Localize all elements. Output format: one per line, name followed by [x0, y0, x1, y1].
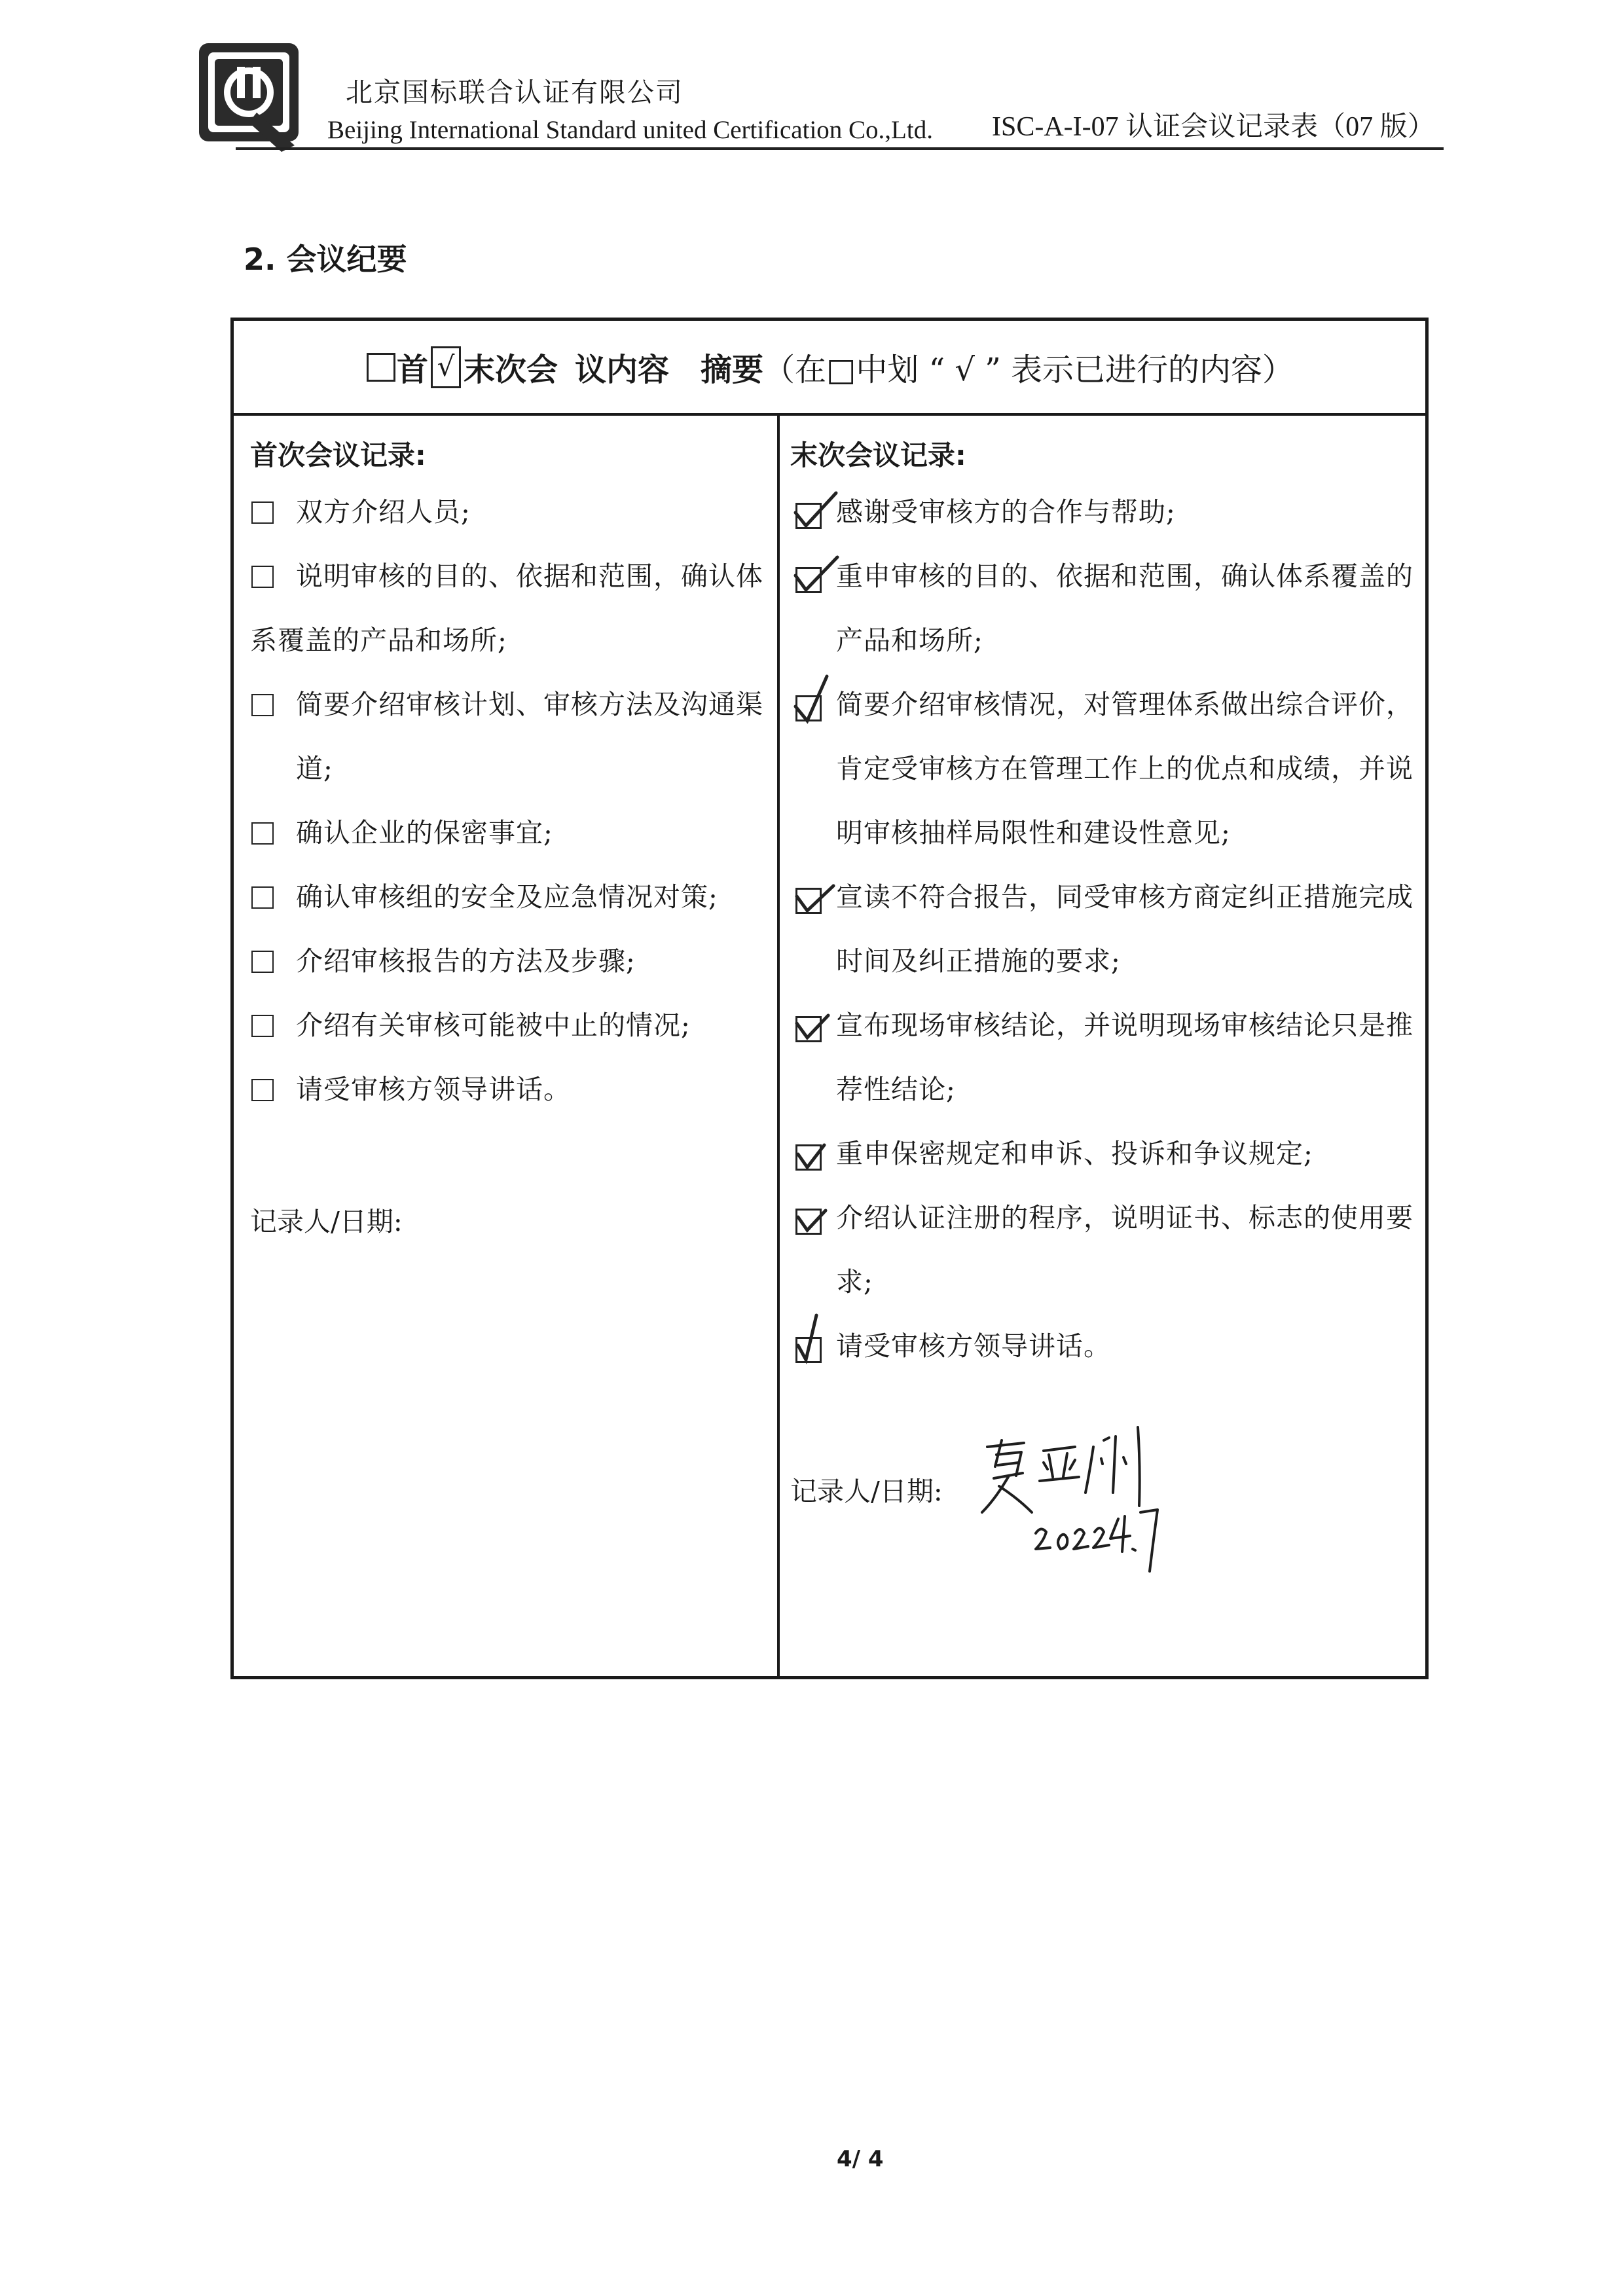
first-meeting-item: 双方介绍人员; — [250, 480, 767, 544]
first-meeting-item: 确认企业的保密事宜; — [250, 801, 767, 865]
last-meeting-item: 重申保密规定和申诉、投诉和争议规定; — [790, 1121, 1419, 1186]
option-first: 首 — [396, 352, 428, 388]
check-mark-icon — [790, 1120, 843, 1179]
content-label: 议内容 — [574, 352, 669, 388]
first-meeting-item: 说明审核的目的、依据和范围，确认体系覆盖的产品和场所; — [250, 560, 763, 656]
last-meeting-item: 介绍认证注册的程序，说明证书、标志的使用要求; — [790, 1186, 1419, 1314]
check-mark-icon — [790, 864, 843, 922]
first-meeting-item: 确认审核组的安全及应急情况对策; — [250, 865, 767, 929]
item-checkbox[interactable] — [251, 951, 274, 973]
header-divider — [236, 147, 1444, 150]
item-checkbox[interactable] — [251, 1015, 274, 1037]
heading-instruction: （在□中划 “ √ ” 表示已进行的内容） — [763, 352, 1294, 388]
check-mark-icon — [790, 1313, 843, 1372]
item-checkbox[interactable] — [251, 694, 274, 716]
item-checkbox[interactable] — [251, 822, 274, 845]
last-meeting-item: 宣布现场审核结论，并说明现场审核结论只是推荐性结论; — [790, 993, 1419, 1121]
first-meeting-recorder-label: 记录人/日期: — [250, 1206, 403, 1237]
last-meeting-recorder-label: 记录人/日期: — [790, 1476, 943, 1507]
last-meeting-item: 感谢受审核方的合作与帮助; — [790, 480, 1419, 544]
first-meeting-item: 介绍审核报告的方法及步骤; — [250, 929, 767, 993]
page-number: 4/ 4 — [837, 2146, 884, 2172]
section-title: 2. 会议纪要 — [244, 242, 407, 277]
last-meeting-item: 重申审核的目的、依据和范围，确认体系覆盖的产品和场所; — [790, 544, 1419, 672]
company-name-en: Beijing International Standard united Certification Co.,Ltd. — [327, 116, 933, 144]
column-divider — [777, 416, 780, 1678]
item-checkbox[interactable] — [251, 501, 274, 524]
first-meeting-item: 请受审核方领导讲话。 — [250, 1057, 767, 1121]
item-checkbox[interactable] — [251, 886, 274, 909]
last-meeting-item: 简要介绍审核情况，对管理体系做出综合评价，肯定受审核方在管理工作上的优点和成绩，并说明审核抽样局限性和建设性意见; — [790, 672, 1419, 865]
option-last: 末次会 — [463, 352, 558, 388]
handwritten-signature — [976, 1421, 1172, 1578]
first-meeting-column — [250, 416, 767, 1239]
check-mark-icon — [790, 479, 843, 538]
item-checkbox[interactable] — [251, 1079, 274, 1101]
checkbox-first-meeting[interactable] — [367, 353, 395, 382]
last-meeting-item: 请受审核方领导讲话。 — [790, 1314, 1419, 1378]
meeting-table — [230, 318, 1429, 1679]
check-mark-icon — [790, 671, 843, 730]
check-mark-icon — [790, 543, 843, 602]
item-checkbox[interactable] — [251, 566, 274, 588]
company-logo — [196, 41, 301, 153]
table-heading — [234, 321, 1425, 416]
last-meeting-item: 宣读不符合报告，同受审核方商定纠正措施完成时间及纠正措施的要求; — [790, 865, 1419, 993]
check-mark-icon — [790, 992, 843, 1051]
first-meeting-item: 简要介绍审核计划、审核方法及沟通渠道; — [250, 672, 767, 801]
first-meeting-title: 首次会议记录: — [250, 439, 426, 471]
last-meeting-title: 末次会议记录: — [790, 439, 966, 471]
form-code: ISC-A-I-07 认证会议记录表（07 版） — [992, 112, 1435, 142]
summary-label: 摘要 — [700, 352, 763, 388]
last-meeting-column — [790, 416, 1419, 1508]
first-meeting-item: 介绍有关审核可能被中止的情况; — [250, 993, 767, 1057]
company-name-cn: 北京国标联合认证有限公司 — [346, 77, 684, 108]
check-mark-icon — [790, 1184, 843, 1243]
checkbox-last-meeting[interactable]: √ — [431, 346, 461, 388]
